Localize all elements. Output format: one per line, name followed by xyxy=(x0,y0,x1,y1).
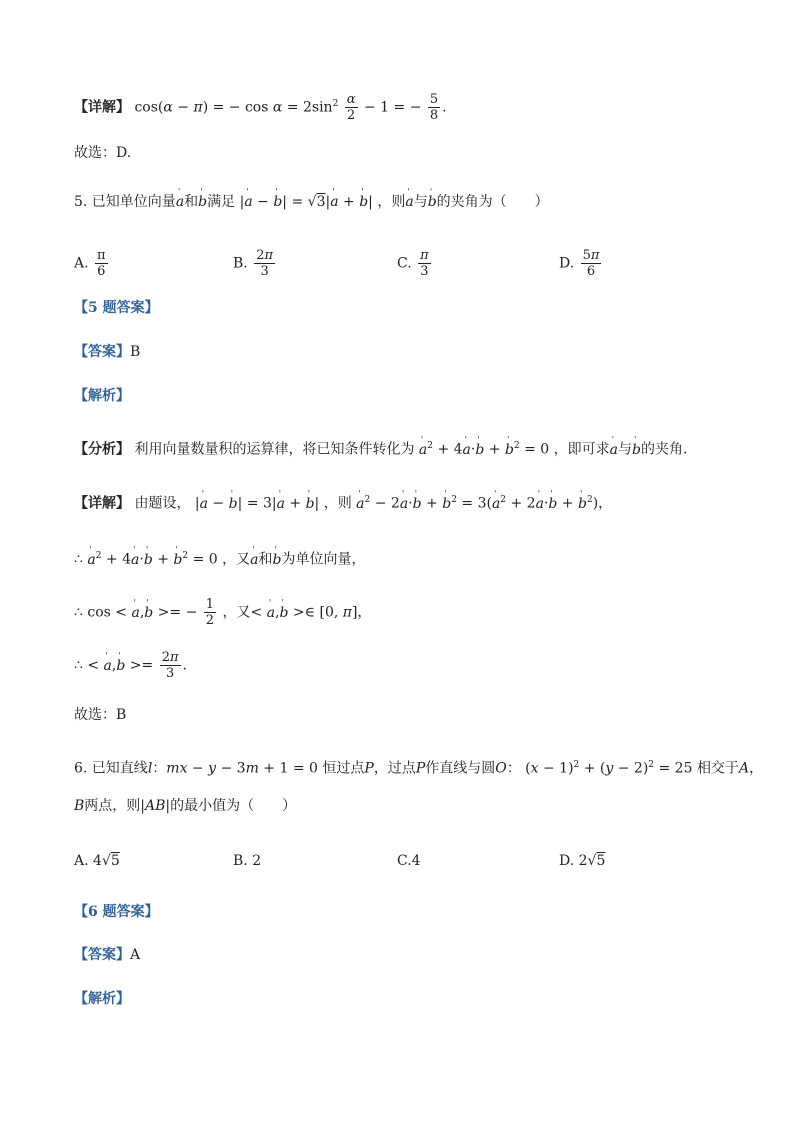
detail-5: 【详解】 由题设， |' a − ' b| = 3|' a + ' b| ，则 ' $a^2 - 2'$ a·' b + ' $b^2 = 3('$ $a^2 + 2'$ a·' b + ' $b^2$)， xyxy=(74,490,612,514)
analysis-6-heading: 【解析】 xyxy=(74,991,130,1007)
choose-b: 故选：B xyxy=(74,707,127,723)
analysis-5-heading: 【解析】 xyxy=(74,388,130,404)
step-2: ∴ cos < ' a,' b >= − $\frac{1}{2}$ ，又< ' a,' b >∈ [0, π]， xyxy=(74,597,371,628)
detail-tag: 【详解】 xyxy=(74,99,130,116)
answer-6-heading: 【6 题答案】 xyxy=(74,904,159,920)
question-6-line-2: B两点，则|AB|的最小值为（ ） xyxy=(74,798,297,814)
answer-5: 【答案】B xyxy=(74,344,141,360)
q5-option-d: D. $\frac{5\pi}{6}$ xyxy=(559,248,600,279)
q6-option-c: C.4 xyxy=(397,853,421,869)
answer-6: 【答案】A xyxy=(74,947,141,963)
question-6-line-1: 6. 已知直线l：mx − y − 3m + 1 = 0 恒过点P，过点P作直线与圆O： $(x - 1)^2 + (y - 2)^2 = 25$ 相交于A， xyxy=(74,760,764,777)
choose-d: 故选：D. xyxy=(74,145,132,161)
q6-option-b: B. 2 xyxy=(233,853,262,869)
step-1: ∴ ' $a^2 + 4'$ a·' b + ' $b^2 = 0$ ，又' a和' b为单位向量， xyxy=(74,546,365,570)
analysis-text: 【分析】 利用向量数量积的运算律，将已知条件转化为 ' $a^2 + 4'$ a·' b + ' $b^2 = 0$ ，即可求' a与' b的夹角. xyxy=(74,436,687,460)
detail-line-1: 【详解】 cos(α − π) = − $\cos \alpha = 2\sin^2$ $\frac{\alpha}{2}$ − 1 = − $\frac{5}{8}$ . xyxy=(74,92,447,123)
q6-option-d: D. 2√5 xyxy=(559,853,606,869)
q6-option-a: A. 4√5 xyxy=(74,853,120,869)
q5-option-b: B. $\frac{2\pi}{3}$ xyxy=(233,248,274,279)
step-3: ∴ < ' a,' b >= $\frac{2\pi}{3}$ . xyxy=(74,650,187,681)
answer-5-heading: 【5 题答案】 xyxy=(74,300,159,316)
q5-option-a: A. $\frac{\pi}{6}$ xyxy=(74,248,106,279)
question-5: 5. 已知单位向量' a和' b满足 |' a − ' b| = √3|' a + ' b| ，则' a与' b的夹角为（ ） xyxy=(74,192,549,212)
q5-option-c: C. $\frac{\pi}{3}$ xyxy=(397,248,429,279)
